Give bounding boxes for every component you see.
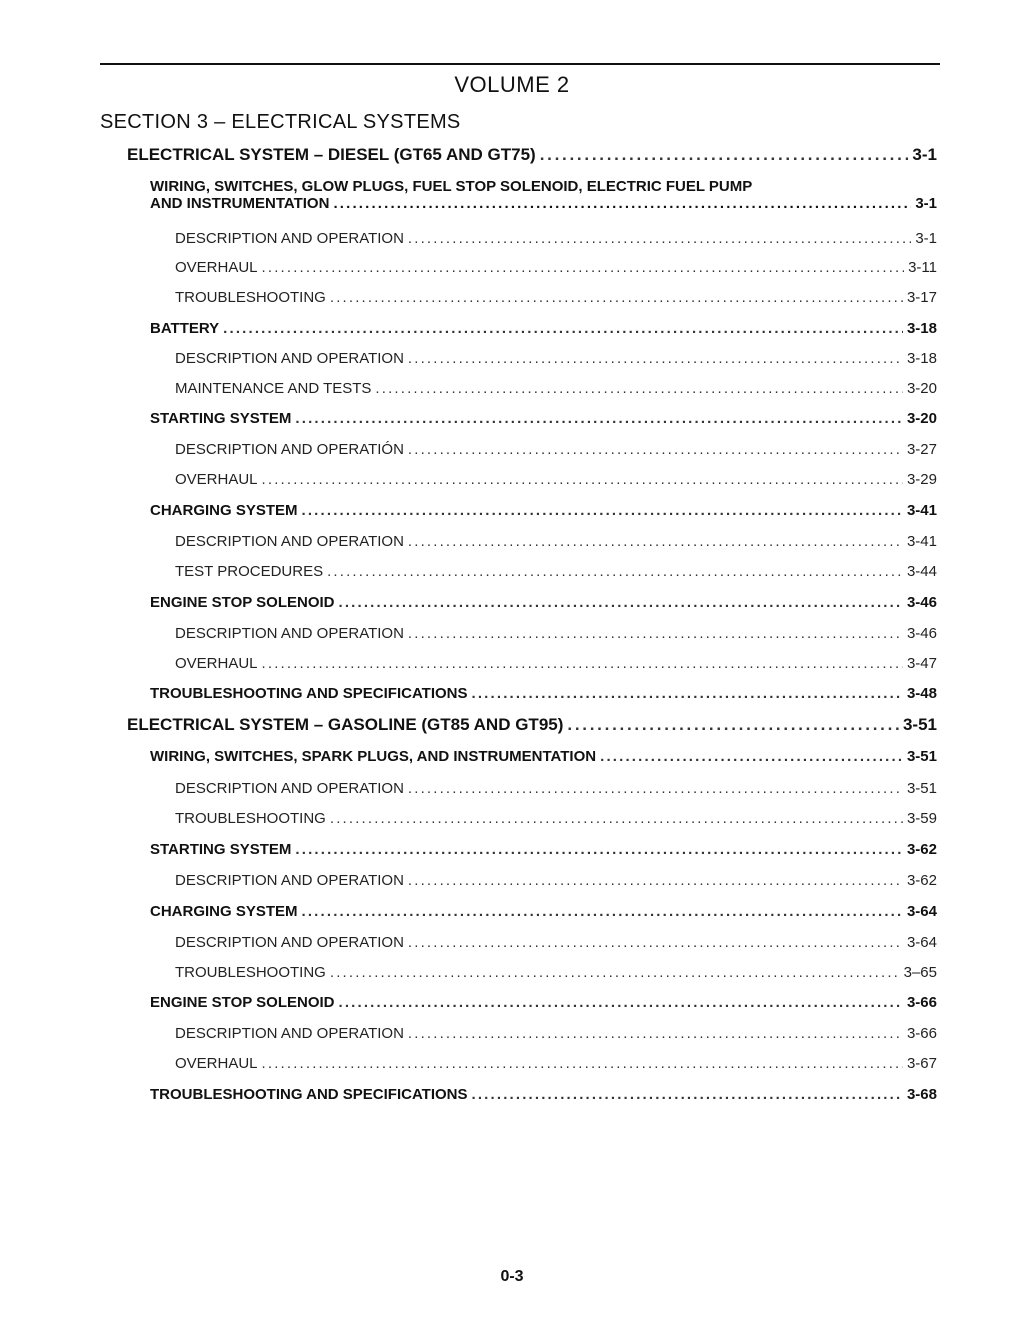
toc-page: 3-46 (906, 594, 937, 611)
dot-leader (330, 964, 900, 981)
toc-page: 3-68 (906, 1086, 937, 1103)
toc-label: ENGINE STOP SOLENOID (150, 994, 335, 1011)
toc-label: OVERHAUL (175, 471, 258, 488)
dot-leader (295, 841, 903, 858)
toc-entry[interactable] (175, 289, 937, 306)
toc-label: DESCRIPTION AND OPERATION (175, 872, 404, 889)
toc-label: CHARGING SYSTEM (150, 502, 298, 519)
toc-label: BATTERY (150, 320, 220, 337)
dot-leader (262, 655, 903, 672)
dot-leader (333, 195, 911, 212)
dot-leader (330, 810, 903, 827)
toc-entry-engine-stop-solenoid[interactable] (150, 994, 937, 1011)
toc-entry-diesel-electrical[interactable] (127, 145, 937, 165)
toc-label: WIRING, SWITCHES, SPARK PLUGS, AND INSTRUMENTATION (150, 748, 597, 765)
toc-label: ELECTRICAL SYSTEM – GASOLINE (GT85 AND GT95) (127, 715, 564, 734)
dot-leader (408, 934, 903, 951)
toc-page: 3-17 (906, 289, 937, 306)
toc-entry-gasoline-wiring[interactable] (150, 748, 937, 765)
toc-entry-starting-system[interactable] (150, 410, 937, 427)
toc-page: 3-62 (906, 872, 937, 889)
toc-page: 3-66 (906, 994, 937, 1011)
toc-page: 3-1 (915, 230, 937, 247)
toc-page: 3-51 (902, 715, 937, 734)
toc-entry[interactable] (175, 441, 937, 458)
toc-label: DESCRIPTION AND OPERATIÓN (175, 441, 404, 458)
toc-page: 3–65 (903, 964, 937, 981)
toc-entry[interactable] (175, 964, 937, 981)
toc-entry[interactable] (175, 350, 937, 367)
toc-entry-engine-stop-solenoid[interactable] (150, 594, 937, 611)
toc-page: 3-27 (906, 441, 937, 458)
toc-page: 3-44 (906, 563, 937, 580)
toc-entry-troubleshooting-specs[interactable] (150, 1086, 937, 1103)
dot-leader (302, 502, 903, 519)
toc-label: CHARGING SYSTEM (150, 903, 298, 920)
toc-label: STARTING SYSTEM (150, 841, 292, 858)
toc-entry-diesel-wiring[interactable] (150, 178, 937, 212)
toc-entry-battery[interactable] (150, 320, 937, 337)
toc-entry[interactable] (175, 934, 937, 951)
toc-page: 3-51 (906, 780, 937, 797)
toc-entry[interactable] (175, 471, 937, 488)
toc-label: DESCRIPTION AND OPERATION (175, 533, 404, 550)
toc-entry-troubleshooting-specs[interactable] (150, 685, 937, 702)
toc-label-line2: AND INSTRUMENTATION (150, 195, 330, 212)
toc-entry-starting-system[interactable] (150, 841, 937, 858)
dot-leader (408, 780, 903, 797)
toc-page: 3-51 (906, 748, 937, 765)
toc-page: 3-20 (906, 380, 937, 397)
toc-label: TROUBLESHOOTING AND SPECIFICATIONS (150, 685, 468, 702)
toc-page: 3-64 (906, 903, 937, 920)
toc-entry-charging-system[interactable] (150, 903, 937, 920)
toc-entry[interactable] (175, 1025, 937, 1042)
dot-leader (408, 1025, 903, 1042)
toc-label-line1: WIRING, SWITCHES, GLOW PLUGS, FUEL STOP SOLENOID, ELECTRIC FUEL PUMP (150, 178, 753, 195)
toc-label: TROUBLESHOOTING (175, 964, 326, 981)
toc-entry[interactable] (175, 1055, 937, 1072)
toc-page: 3-47 (906, 655, 937, 672)
toc-entry-gasoline-electrical[interactable] (127, 715, 937, 735)
dot-leader (472, 1086, 903, 1103)
toc-page: 3-29 (906, 471, 937, 488)
toc-page: 3-66 (906, 1025, 937, 1042)
dot-leader (375, 380, 903, 397)
toc-label: STARTING SYSTEM (150, 410, 292, 427)
toc-label: TROUBLESHOOTING AND SPECIFICATIONS (150, 1086, 468, 1103)
toc-label: DESCRIPTION AND OPERATION (175, 350, 404, 367)
dot-leader (600, 748, 903, 765)
dot-leader (327, 563, 903, 580)
dot-leader (472, 685, 903, 702)
toc-label: MAINTENANCE AND TESTS (175, 380, 372, 397)
dot-leader (262, 471, 903, 488)
dot-leader (262, 259, 905, 276)
dot-leader (295, 410, 903, 427)
dot-leader (338, 594, 902, 611)
toc-label: TROUBLESHOOTING (175, 810, 326, 827)
toc-label: TROUBLESHOOTING (175, 289, 326, 306)
toc-page: 3-48 (906, 685, 937, 702)
toc-page: 3-18 (906, 320, 937, 337)
section-title: SECTION 3 – ELECTRICAL SYSTEMS (100, 111, 461, 133)
toc-entry[interactable] (175, 655, 937, 672)
toc-page: 3-11 (908, 259, 937, 276)
toc-label: OVERHAUL (175, 259, 258, 276)
dot-leader (302, 903, 903, 920)
toc-label: OVERHAUL (175, 1055, 258, 1072)
toc-entry[interactable] (175, 533, 937, 550)
dot-leader (540, 145, 909, 165)
toc-entry[interactable] (175, 563, 937, 580)
toc-page: 3-18 (906, 350, 937, 367)
toc-entry[interactable] (175, 259, 937, 276)
toc-entry[interactable] (175, 810, 937, 827)
toc-entry[interactable] (175, 380, 937, 397)
toc-label: DESCRIPTION AND OPERATION (175, 934, 404, 951)
volume-title: VOLUME 2 (454, 72, 570, 97)
dot-leader (567, 715, 899, 735)
toc-page: 3-1 (912, 145, 937, 164)
toc-label: DESCRIPTION AND OPERATION (175, 1025, 404, 1042)
toc-label: OVERHAUL (175, 655, 258, 672)
dot-leader (408, 441, 903, 458)
dot-leader (338, 994, 902, 1011)
toc-page: 3-67 (906, 1055, 937, 1072)
toc-page: 3-59 (906, 810, 937, 827)
toc-label: DESCRIPTION AND OPERATION (175, 625, 404, 642)
toc-entry[interactable] (175, 780, 937, 797)
toc-entry[interactable] (175, 872, 937, 889)
dot-leader (223, 320, 903, 337)
dot-leader (408, 872, 903, 889)
dot-leader (408, 230, 911, 247)
toc-entry[interactable] (175, 625, 937, 642)
toc-label: DESCRIPTION AND OPERATION (175, 230, 404, 247)
dot-leader (262, 1055, 903, 1072)
dot-leader (408, 625, 903, 642)
page-number: 0-3 (500, 1268, 524, 1285)
toc-label: DESCRIPTION AND OPERATION (175, 780, 404, 797)
dot-leader (408, 533, 903, 550)
toc-page: 3-41 (906, 533, 937, 550)
toc-page: 3-46 (906, 625, 937, 642)
toc-page: 3-20 (906, 410, 937, 427)
toc-label: ELECTRICAL SYSTEM – DIESEL (GT65 AND GT75) (127, 145, 536, 164)
toc-page: 3-41 (906, 502, 937, 519)
toc-page: 3-1 (915, 195, 937, 212)
toc-label: ENGINE STOP SOLENOID (150, 594, 335, 611)
toc-entry[interactable] (175, 230, 937, 247)
toc-label: TEST PROCEDURES (175, 563, 324, 580)
dot-leader (408, 350, 903, 367)
dot-leader (330, 289, 903, 306)
toc-page: 3-64 (906, 934, 937, 951)
toc-page: 3-62 (906, 841, 937, 858)
toc-entry-charging-system[interactable] (150, 502, 937, 519)
